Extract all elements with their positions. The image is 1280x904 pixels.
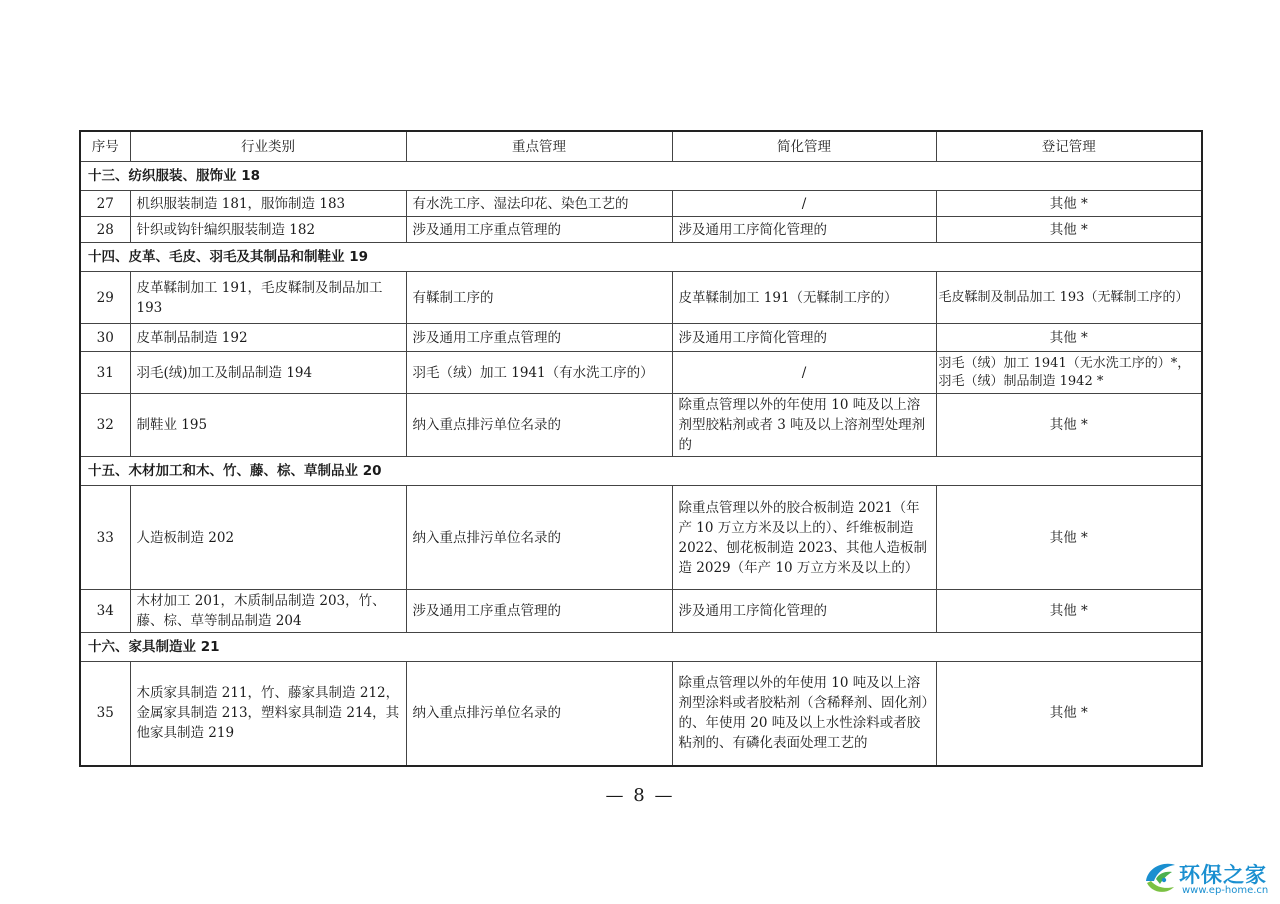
row-simplified-management: 涉及通用工序简化管理的	[672, 590, 936, 633]
section-title: 十五、木材加工和木、竹、藤、棕、草制品业 20	[80, 457, 1202, 486]
row-industry: 人造板制造 202	[130, 486, 406, 590]
row-simplified-management: 除重点管理以外的年使用 10 吨及以上溶剂型胶粘剂或者 3 吨及以上溶剂型处理剂的	[672, 394, 936, 457]
section-header-row	[80, 243, 1202, 272]
row-key-management: 纳入重点排污单位名录的	[406, 394, 672, 457]
row-registration-management: 毛皮鞣制及制品加工 193（无鞣制工序的）	[936, 272, 1202, 324]
row-number: 30	[80, 324, 130, 352]
table-row	[80, 191, 1202, 217]
row-key-management: 纳入重点排污单位名录的	[406, 662, 672, 766]
leaf-swirl-logo-icon	[1142, 859, 1178, 897]
row-simplified-management: 除重点管理以外的胶合板制造 2021（年产 10 万立方米及以上的）、纤维板制造 2022、刨花板制造 2023、其他人造板制造 2029（年产 10 万立方米及以上的）	[672, 486, 936, 590]
table-row	[80, 394, 1202, 457]
row-number: 34	[80, 590, 130, 633]
row-simplified-management: /	[672, 191, 936, 217]
row-industry: 皮革鞣制加工 191，毛皮鞣制及制品加工 193	[130, 272, 406, 324]
table-row	[80, 352, 1202, 394]
row-number: 35	[80, 662, 130, 766]
table-header-row	[80, 131, 1202, 162]
row-simplified-management: 除重点管理以外的年使用 10 吨及以上溶剂型涂料或者胶粘剂（含稀释剂、固化剂）的、年使用 20 吨及以上水性涂料或者胶粘剂的、有磷化表面处理工艺的	[672, 662, 936, 766]
watermark-name: 环保之家	[1179, 863, 1267, 887]
industry-classification-table	[79, 130, 1203, 767]
row-registration-management: 其他 *	[936, 217, 1202, 243]
header-registration-management: 登记管理	[936, 131, 1202, 162]
row-number: 29	[80, 272, 130, 324]
row-industry: 制鞋业 195	[130, 394, 406, 457]
row-registration-management: 羽毛（绒）加工 1941（无水洗工序的）*，羽毛（绒）制品制造 1942 *	[936, 352, 1202, 394]
site-watermark	[1142, 859, 1276, 899]
row-registration-management: 其他 *	[936, 486, 1202, 590]
row-key-management: 有鞣制工序的	[406, 272, 672, 324]
row-key-management: 羽毛（绒）加工 1941（有水洗工序的）	[406, 352, 672, 394]
section-header-row	[80, 457, 1202, 486]
table-row	[80, 486, 1202, 590]
table-row	[80, 217, 1202, 243]
row-key-management: 有水洗工序、湿法印花、染色工艺的	[406, 191, 672, 217]
watermark-url: www.ep-home.cn	[1182, 885, 1269, 896]
row-industry: 羽毛(绒)加工及制品制造 194	[130, 352, 406, 394]
row-number: 33	[80, 486, 130, 590]
row-industry: 皮革制品制造 192	[130, 324, 406, 352]
row-registration-management: 其他 *	[936, 324, 1202, 352]
table-row	[80, 272, 1202, 324]
section-header-row	[80, 633, 1202, 662]
row-number: 32	[80, 394, 130, 457]
row-industry: 木质家具制造 211，竹、藤家具制造 212，金属家具制造 213，塑料家具制造 214，其他家具制造 219	[130, 662, 406, 766]
row-registration-management: 其他 *	[936, 662, 1202, 766]
header-serial-number: 序号	[80, 131, 130, 162]
table-row	[80, 590, 1202, 633]
row-simplified-management: 涉及通用工序简化管理的	[672, 324, 936, 352]
row-registration-management: 其他 *	[936, 394, 1202, 457]
row-registration-management: 其他 *	[936, 191, 1202, 217]
row-industry: 针织或钩针编织服装制造 182	[130, 217, 406, 243]
section-title: 十三、纺织服装、服饰业 18	[80, 162, 1202, 191]
header-simplified-management: 简化管理	[672, 131, 936, 162]
page-number: — 8 —	[605, 785, 675, 806]
row-number: 28	[80, 217, 130, 243]
section-title: 十六、家具制造业 21	[80, 633, 1202, 662]
row-industry: 机织服装制造 181，服饰制造 183	[130, 191, 406, 217]
row-key-management: 涉及通用工序重点管理的	[406, 590, 672, 633]
row-key-management: 涉及通用工序重点管理的	[406, 324, 672, 352]
row-industry: 木材加工 201，木质制品制造 203，竹、藤、棕、草等制品制造 204	[130, 590, 406, 633]
table-row	[80, 324, 1202, 352]
row-simplified-management: /	[672, 352, 936, 394]
row-number: 27	[80, 191, 130, 217]
row-key-management: 纳入重点排污单位名录的	[406, 486, 672, 590]
section-title: 十四、皮革、毛皮、羽毛及其制品和制鞋业 19	[80, 243, 1202, 272]
row-simplified-management: 涉及通用工序简化管理的	[672, 217, 936, 243]
section-header-row	[80, 162, 1202, 191]
row-registration-management: 其他 *	[936, 590, 1202, 633]
header-key-management: 重点管理	[406, 131, 672, 162]
row-number: 31	[80, 352, 130, 394]
row-simplified-management: 皮革鞣制加工 191（无鞣制工序的）	[672, 272, 936, 324]
header-industry-category: 行业类别	[130, 131, 406, 162]
row-key-management: 涉及通用工序重点管理的	[406, 217, 672, 243]
table-row	[80, 662, 1202, 766]
